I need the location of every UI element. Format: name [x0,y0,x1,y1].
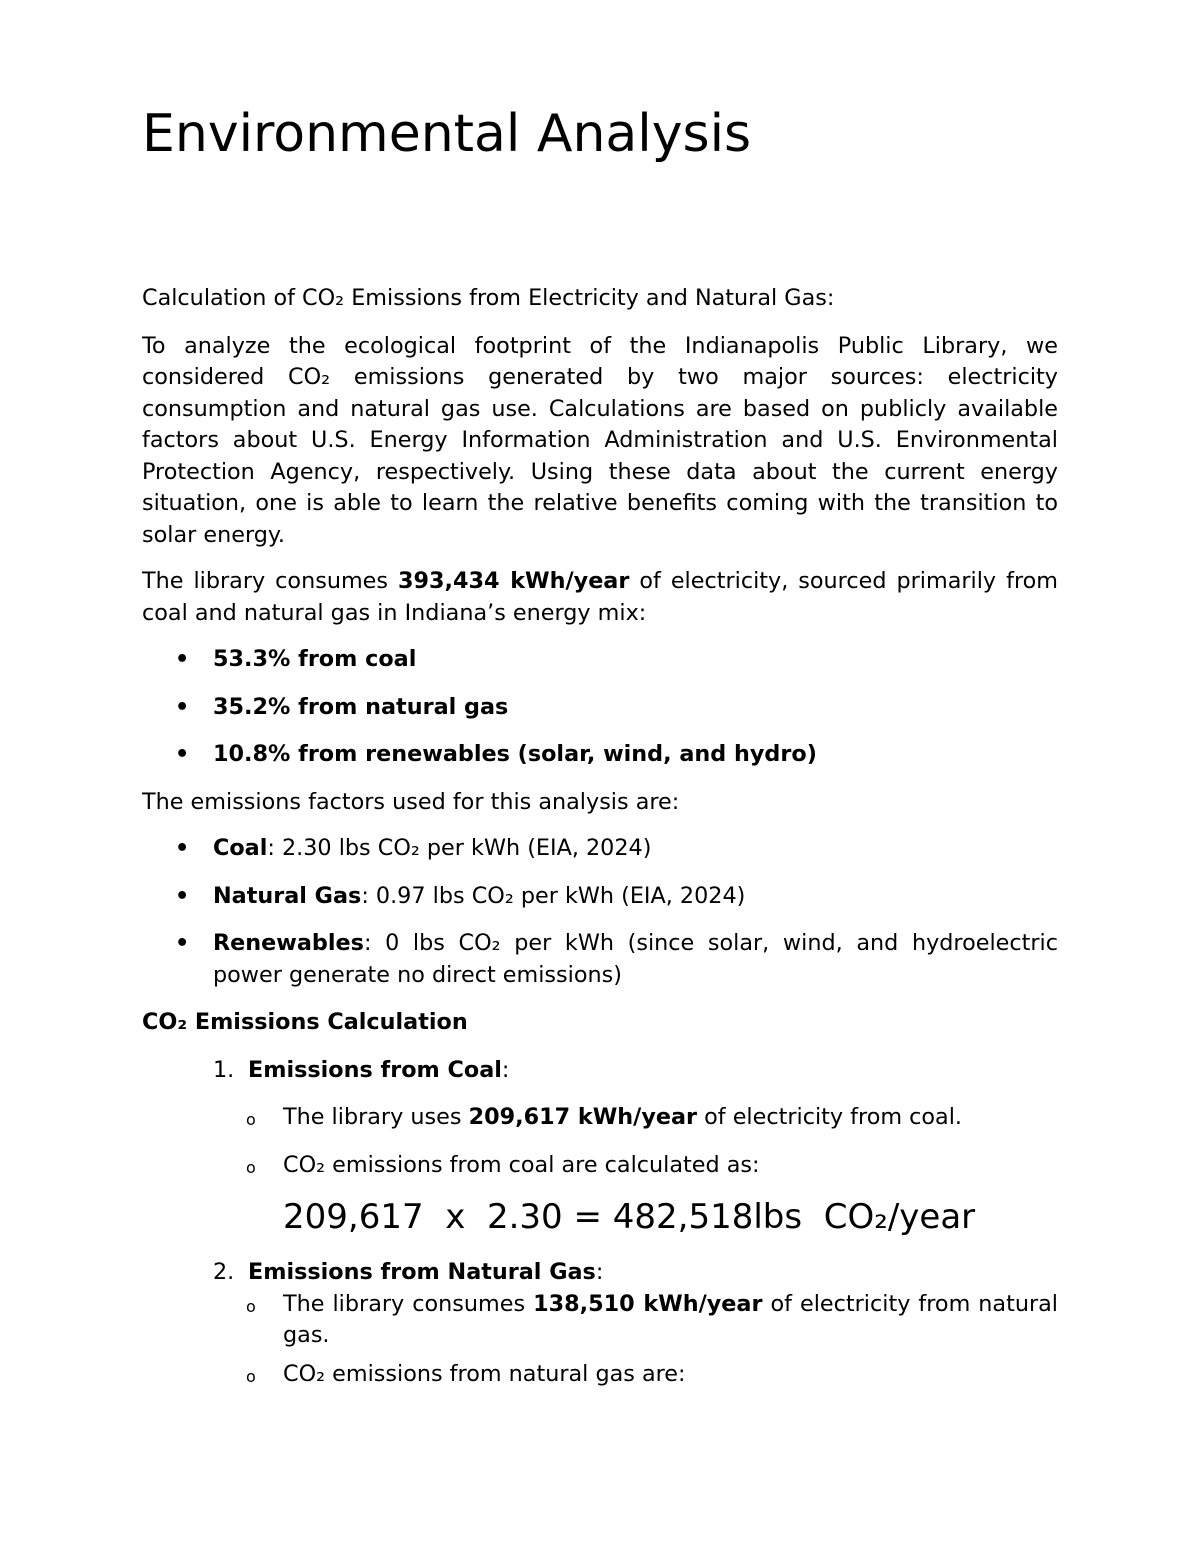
intro-paragraph: To analyze the ecological footprint of the Indianapolis Public Library, we considered CO₂ emissions generated by two major sources: electricity consumption and natural gas use. Calculations are based on publicly available factors about U.S. Energy Information Administration and U.S. Environmental Protection Agency, respectively. Using these data about the current energy situation, one is able to learn the relative benefits coming with the transition to solar energy. [142,332,1058,548]
circle-bullet-icon: o [246,1366,256,1386]
list-item [142,692,1058,724]
factor-text-coal: : 2.30 lbs CO₂ per kWh (EIA, 2024) [267,835,652,861]
circle-bullet-icon: o [246,1110,256,1129]
coal-usage-value: 209,617 kWh/year [468,1104,698,1130]
gas-calc-text: CO₂ emissions from natural gas are: [283,1360,686,1387]
list-item [142,739,1058,771]
energy-mix-coal: 53.3% from coal [213,646,417,672]
circle-bullet-icon: o [246,1157,256,1177]
calc-step-natural-gas [142,1257,1058,1289]
factor-label-natural-gas: Natural Gas [213,882,362,909]
consumption-paragraph [142,566,1058,629]
sub-item-coal-usage [142,1102,1058,1134]
step-number: 2. [213,1259,235,1285]
coal-calc-text: CO₂ emissions from coal are calculated as: [283,1151,760,1178]
coal-usage-after: of electricity from coal. [697,1104,962,1130]
bullet-icon: • [175,741,190,767]
calculation-heading: CO₂ Emissions Calculation [142,1009,468,1035]
circle-bullet-icon: o [246,1296,256,1316]
consumption-text-before: The library consumes [142,568,398,594]
factor-text-renewables: : 0 lbs CO₂ per kWh (since solar, wind, and hydroelectric power generate no direct emissions) [213,930,1058,988]
energy-mix-natural-gas: 35.2% from natural gas [213,693,509,720]
factor-text-natural-gas: : 0.97 lbs CO₂ per kWh (EIA, 2024) [361,882,746,909]
step-heading-coal: Emissions from Coal [248,1056,502,1083]
list-item [142,928,1058,991]
step-colon: : [501,1056,510,1083]
bullet-icon: • [175,835,190,861]
gas-usage-before: The library consumes [283,1290,534,1317]
list-item [142,881,1058,913]
list-item [142,833,1058,865]
section-subheading: Calculation of CO₂ Emissions from Electricity and Natural Gas: [142,285,835,311]
emission-factors-list [142,833,1058,991]
factor-label-renewables: Renewables [213,930,364,956]
calc-step-coal [142,1055,1058,1087]
sub-item-coal-calc [142,1150,1058,1182]
gas-usage-after: of electricity from natural gas. [283,1290,1058,1348]
bullet-icon: • [175,693,190,720]
consumption-value: 393,434 kWh/year [398,568,630,594]
bullet-icon: • [175,882,190,909]
sub-item-gas-usage [142,1289,1058,1352]
factors-intro: The emissions factors used for this analysis are: [142,788,680,815]
gas-usage-value: 138,510 kWh/year [533,1290,763,1317]
document-body [142,283,1058,1406]
coal-usage-before: The library uses [283,1104,469,1130]
bullet-icon: • [175,930,190,956]
factor-label-coal: Coal [213,835,268,861]
sub-item-gas-calc [142,1359,1058,1391]
coal-formula: 209,617 x 2.30 = 482,518lbs CO₂/year [283,1197,976,1237]
list-item [142,644,1058,676]
bullet-icon: • [175,646,190,672]
document-title: Environmental Analysis [142,104,752,164]
step-heading-natural-gas: Emissions from Natural Gas [248,1259,596,1285]
energy-mix-list [142,644,1058,771]
energy-mix-renewables: 10.8% from renewables (solar, wind, and hydro) [213,741,817,767]
step-number: 1. [213,1056,235,1083]
consumption-text-after: of electricity, sourced primarily from coal and natural gas in Indiana’s energy mix: [142,568,1058,626]
step-colon: : [595,1259,604,1285]
